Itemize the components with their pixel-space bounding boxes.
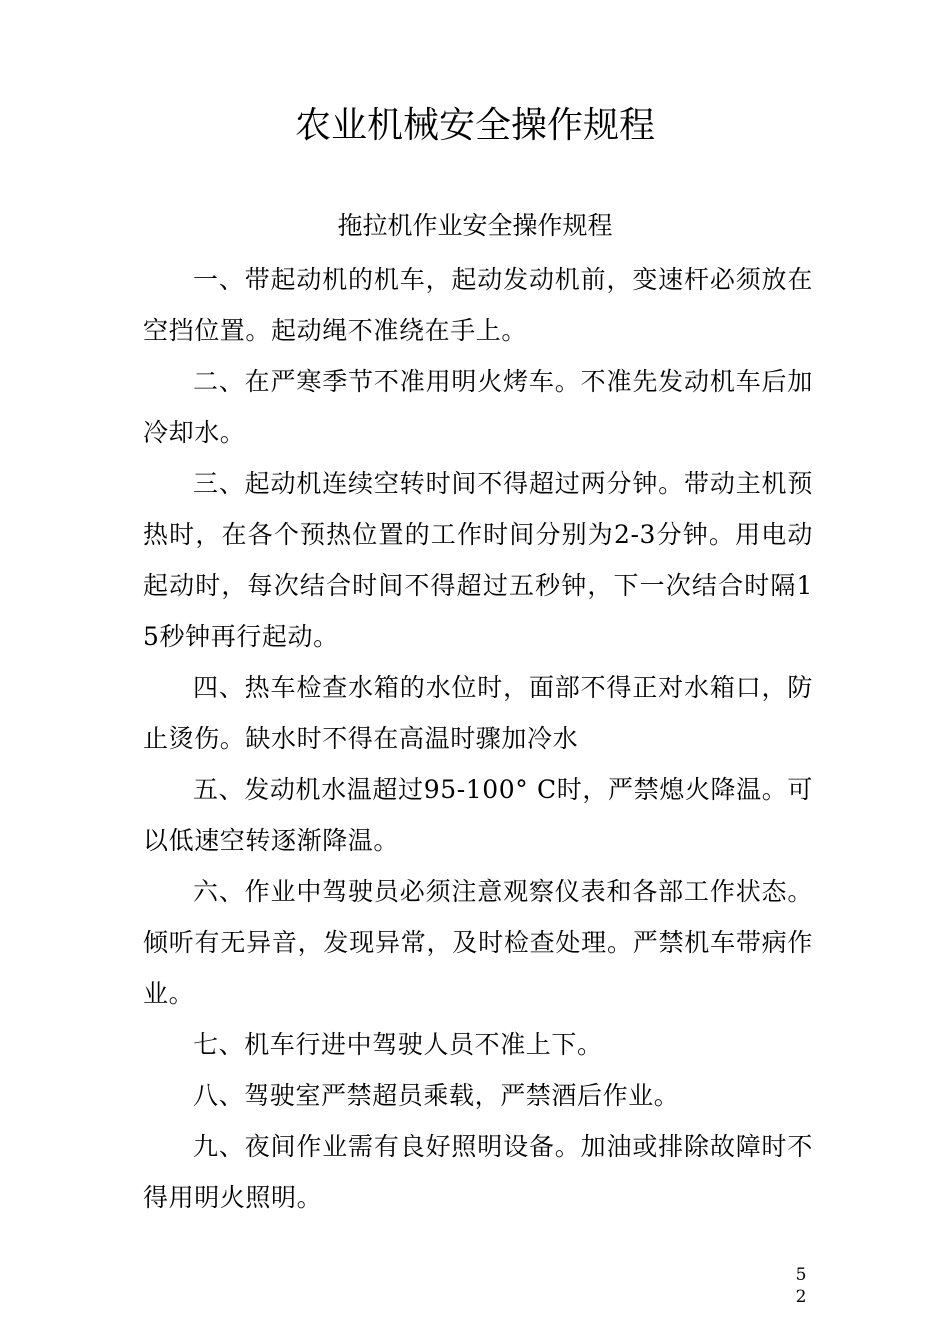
page-number-digit-1: 5 bbox=[795, 1265, 807, 1285]
paragraph-5: 五、发动机水温超过95-100° C时，严禁熄火降温。可以低速空转逐渐降温。 bbox=[143, 775, 813, 855]
paragraph-8: 八、驾驶室严禁超员乘载，严禁酒后作业。 bbox=[193, 1081, 680, 1110]
paragraph-2: 二、在严寒季节不准用明火烤车。不准先发动机车后加冷却水。 bbox=[143, 367, 813, 447]
document-title: 农业机械安全操作规程 bbox=[294, 105, 655, 146]
paragraph-1: 一、带起动机的机车，起动发动机前，变速杆必须放在空挡位置。起动绳不准绕在手上。 bbox=[143, 265, 813, 345]
page-number-digit-2: 2 bbox=[795, 1287, 807, 1307]
paragraph-7: 七、机车行进中驾驶人员不准上下。 bbox=[193, 1030, 603, 1059]
paragraph-4: 四、热车检查水箱的水位时，面部不得正对水箱口，防止烫伤。缺水时不得在高温时骤加冷水 bbox=[143, 673, 813, 753]
paragraph-9: 九、夜间作业需有良好照明设备。加油或排除故障时不得用明火照明。 bbox=[143, 1132, 813, 1212]
paragraph-6: 六、作业中驾驶员必须注意观察仪表和各部工作状态。倾听有无异音，发现异常，及时检查处理。严禁机车带病作业。 bbox=[143, 877, 813, 1008]
page-number bbox=[791, 1264, 811, 1308]
document-body bbox=[143, 254, 813, 1223]
section-title: 拖拉机作业安全操作规程 bbox=[337, 211, 613, 240]
paragraph-3: 三、起动机连续空转时间不得超过两分钟。带动主机预热时，在各个预热位置的工作时间分别为2-3分钟。用电动起动时，每次结合时间不得超过五秒钟，下一次结合时隔15秒钟再行起动。 bbox=[143, 469, 813, 651]
